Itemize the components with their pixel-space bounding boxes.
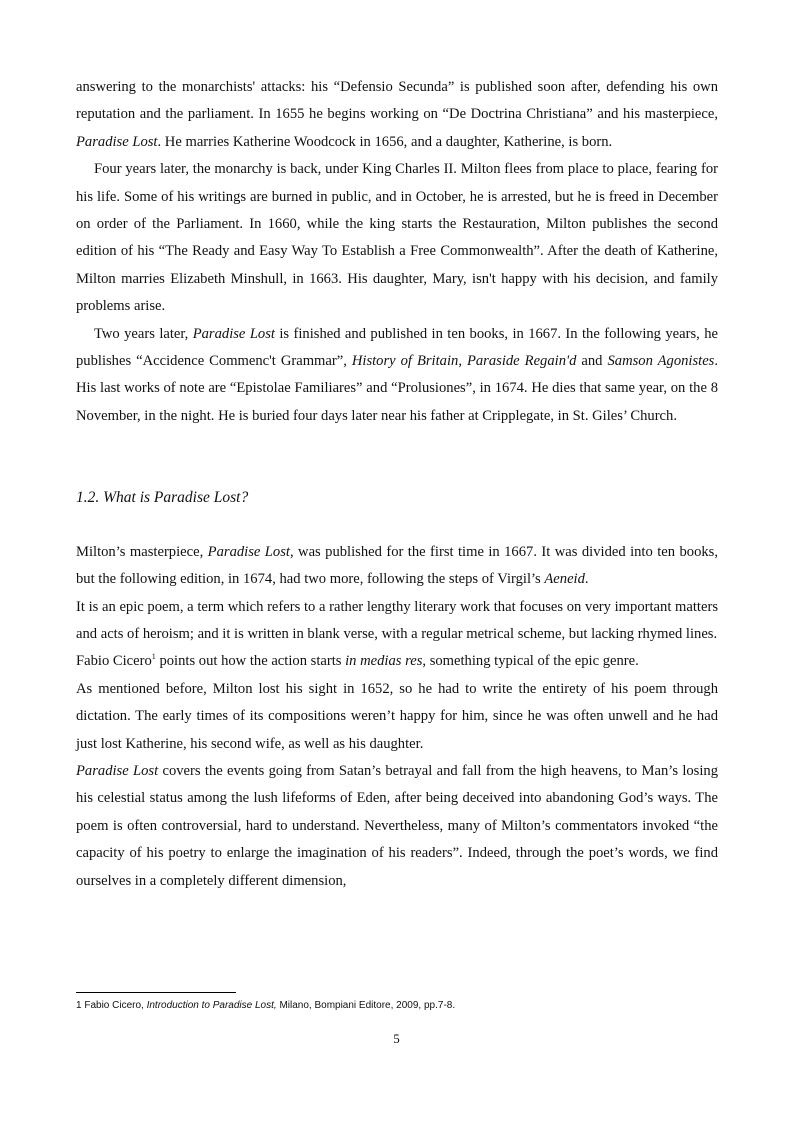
title-paradise-lost: Paradise Lost bbox=[76, 762, 159, 779]
text-run: Four years later, the monarchy is back, under King Charles II. Milton flees from place to place, fearing for his life. Some of his writings are burned in public, and in October, he is arrested, but he is freed in December on order of the Parliament. In 1660, while the king starts the Restauration, Milton publishes the second edition of his “The Ready and Easy Way To Establish a Free Commonwealth”. After the death of Katherine, Milton marries Elizabeth Minshull, in 1663. His daughter, Mary, isn't happy with his decision, and family problems arise. bbox=[76, 161, 718, 315]
footnote-separator bbox=[76, 992, 236, 993]
text-run: covers the events going from Satan’s betrayal and fall from the high heavens, to Man’s losing his celestial status among the lush lifeforms of Eden, after being deceived into abandoning God’s ways. The poem is often controversial, hard to understand. Nevertheless, many of Milton’s commentators invoked “the capacity of his poetry to enlarge the imagination of his readers”. Indeed, through the poet’s words, we find ourselves in a completely different dimension, bbox=[76, 762, 718, 889]
section-spacer bbox=[76, 512, 718, 539]
text-run: , something typical of the epic genre. bbox=[422, 653, 639, 670]
text-run: Milano, Bompiani Editore, 2009, pp.7-8. bbox=[276, 1000, 456, 1011]
text-run: 1 Fabio Cicero, bbox=[76, 1000, 147, 1011]
paragraph-restoration bbox=[76, 156, 718, 320]
text-run: points out how the action starts bbox=[155, 653, 346, 670]
title-paradise-lost: Paradise Lost bbox=[76, 133, 158, 150]
title-aeneid: Aeneid bbox=[544, 571, 585, 588]
text-run: answering to the monarchists' attacks: his “Defensio Secunda” is published soon after, defending his own reputation and the parliament. In 1655 he begins working on “De Doctrina Christiana” and his masterpiece, bbox=[76, 79, 718, 123]
title-samson-agonistes: Samson Agonistes bbox=[607, 353, 715, 370]
paragraph-biography-1650s bbox=[76, 74, 718, 156]
paragraph-poem-events bbox=[76, 758, 718, 895]
footnote-reference[interactable]: 1 bbox=[151, 652, 156, 662]
text-run: and bbox=[576, 353, 608, 370]
page-number: 5 bbox=[393, 1031, 400, 1046]
section-spacer bbox=[76, 430, 718, 484]
text-run: . He marries Katherine Woodcock in 1656, and a daughter, Katherine, is born. bbox=[157, 133, 613, 150]
text-run: Milton’s masterpiece, bbox=[76, 543, 208, 560]
paragraph-later-works bbox=[76, 321, 718, 431]
title-history-of-britain: History of Britain bbox=[351, 353, 459, 370]
text-run: . His last works of note are “Epistolae Familiares” and “Prolusiones”, in 1674. He dies that same year, on the 8 November, in the night. He is buried four days later near his father at Cripplegate, in St. Giles’ Church. bbox=[76, 353, 719, 424]
paragraph-masterpiece bbox=[76, 539, 718, 594]
title-paradise-lost: Paradise Lost bbox=[207, 543, 290, 560]
text-run: Fabio Cicero bbox=[76, 653, 152, 670]
body-text bbox=[76, 74, 718, 895]
text-run: is finished and published in ten books, in 1667. In the following years, he publishes “Accidence Commenc't Grammar”, bbox=[76, 325, 718, 370]
paragraph-dictation bbox=[76, 676, 718, 758]
paragraph-cicero bbox=[76, 648, 718, 675]
latin-phrase: in medias res bbox=[345, 653, 423, 670]
text-run: It is an epic poem, a term which refers to a rather lengthy literary work that focuses on very important matters and acts of heroism; and it is written in blank verse, with a regular metrical scheme, but lacking rhymed lines. bbox=[76, 598, 718, 642]
text-run: Two years later, bbox=[94, 325, 193, 342]
title-paradise-regained: Paraside Regain'd bbox=[466, 353, 577, 370]
section-heading: 1.2. What is Paradise Lost? bbox=[76, 489, 249, 507]
paragraph-epic-poem bbox=[76, 594, 718, 649]
footnote bbox=[76, 999, 718, 1013]
text-run: , was published for the first time in 1667. It was divided into ten books, but the following edition, in 1674, had two more, following the steps of Virgil’s bbox=[76, 543, 718, 588]
text-run: , bbox=[458, 353, 467, 370]
text-run: As mentioned before, Milton lost his sight in 1652, so he had to write the entirety of his poem through dictation. The early times of its compositions weren’t happy for him, since he was often unwell and he had just lost Katherine, his second wife, as well as his daughter. bbox=[76, 680, 718, 752]
title-paradise-lost: Paradise Lost bbox=[192, 325, 275, 342]
text-run: . bbox=[584, 571, 589, 588]
footnote-book-title: Introduction to Paradise Lost, bbox=[146, 1000, 277, 1011]
